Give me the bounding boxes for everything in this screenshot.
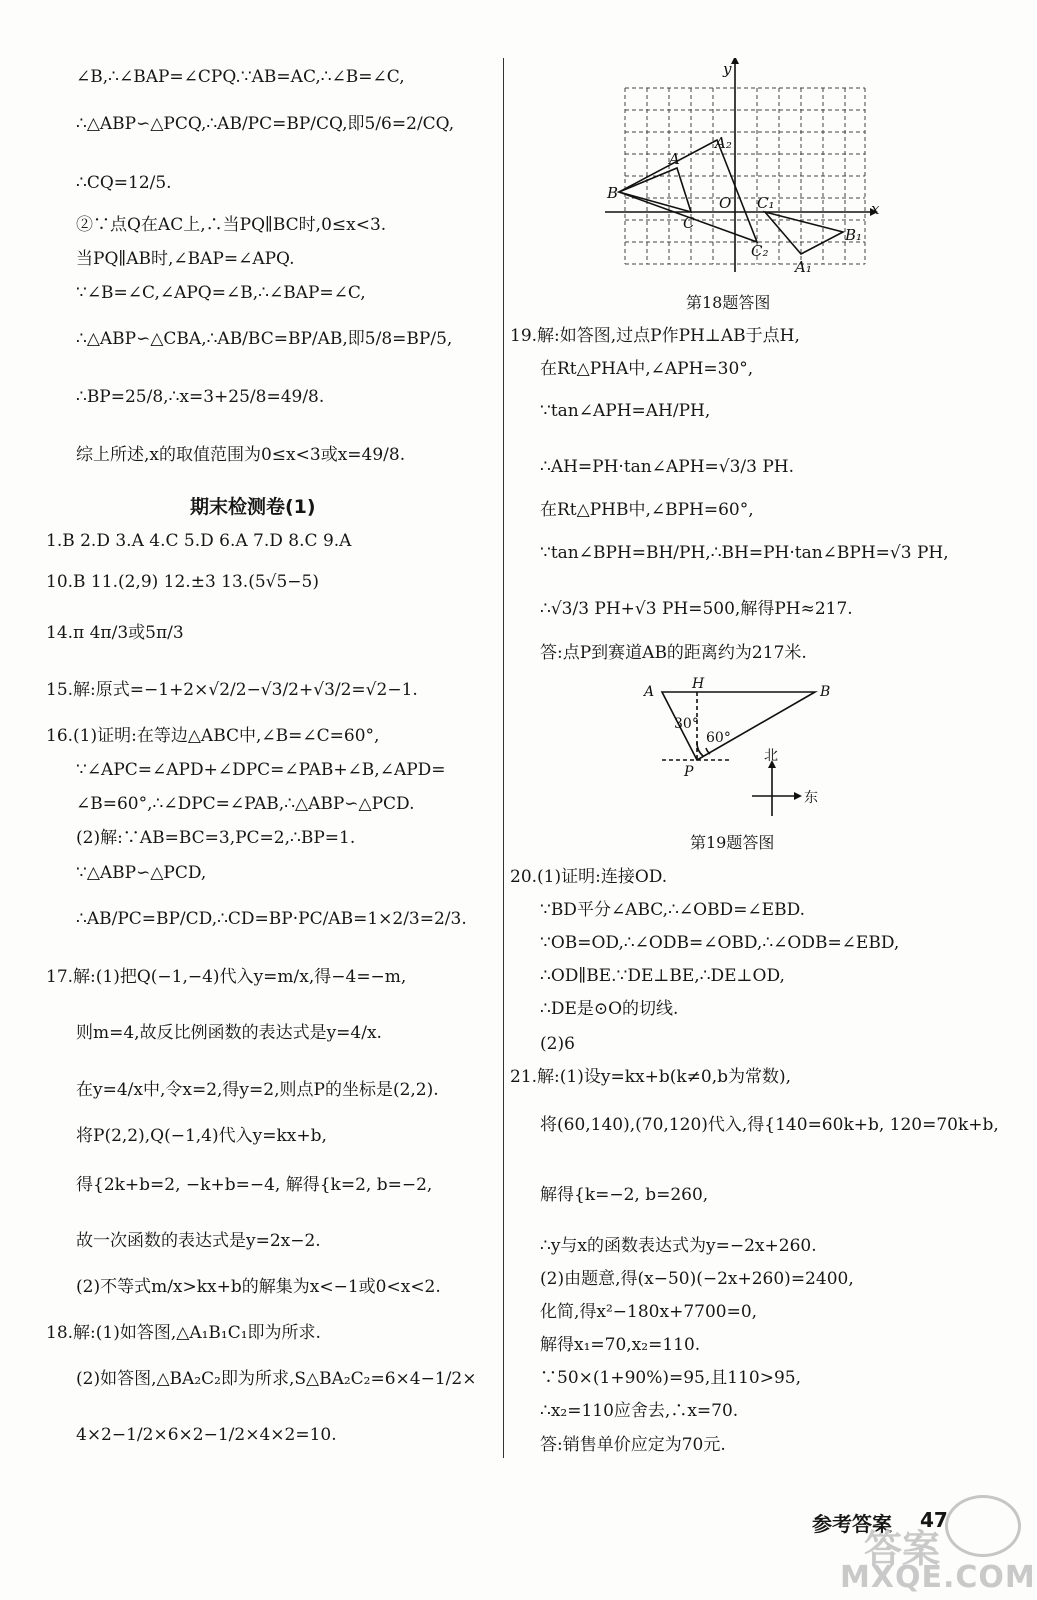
- text-line: ∵tan∠APH=AH/PH,: [540, 401, 711, 421]
- fig19-label: P: [684, 764, 694, 780]
- fig18-label: A₁: [795, 258, 812, 276]
- text-line: ∴OD∥BE.∵DE⊥BE,∴DE⊥OD,: [540, 966, 785, 986]
- text-line: ∠B=60°,∴∠DPC=∠PAB,∴△ABP∽△PCD.: [76, 794, 415, 814]
- fig18-label: A₂: [715, 134, 732, 152]
- fig18-label: x: [871, 200, 880, 218]
- column-divider: [503, 58, 504, 1458]
- text-line: 19.解:如答图,过点P作PH⊥AB于点H,: [510, 326, 800, 346]
- text-line: ∴AB/PC=BP/CD,∴CD=BP·PC/AB=1×2/3=2/3.: [76, 909, 467, 929]
- text-line: ∴x₂=110应舍去,∴x=70.: [540, 1401, 739, 1421]
- text-line: 则m=4,故反比例函数的表达式是y=4/x.: [76, 1023, 382, 1043]
- footer-label: 参考答案: [812, 1512, 892, 1536]
- text-line: 将P(2,2),Q(−1,4)代入y=kx+b,: [76, 1126, 327, 1146]
- text-line: 答:销售单价应定为70元.: [540, 1435, 726, 1455]
- fig18-label: B₁: [845, 226, 863, 244]
- text-line: 化简,得x²−180x+7700=0,: [540, 1302, 758, 1322]
- fig19-label: 30°: [674, 716, 699, 732]
- fig18-label: C₁: [757, 194, 775, 212]
- fig18-label: B: [607, 184, 619, 202]
- page-number: 47: [920, 1508, 948, 1532]
- figure-19-triangle: [640, 672, 840, 822]
- watermark-stamp-icon: [945, 1495, 1021, 1557]
- text-line: 17.解:(1)把Q(−1,−4)代入y=m/x,得−4=−m,: [46, 967, 407, 987]
- text-line: 10.B 11.(2,9) 12.±3 13.(5√5−5): [46, 572, 319, 592]
- watermark-text: 答案: [864, 1527, 941, 1571]
- figure-18-grid: [595, 58, 885, 288]
- text-line: 20.(1)证明:连接OD.: [510, 867, 668, 887]
- text-line: ∴△ABP∽△CBA,∴AB/BC=BP/AB,即5/8=BP/5,: [76, 329, 453, 349]
- figure-19-caption: 第19题答图: [690, 833, 775, 852]
- text-line: 1.B 2.D 3.A 4.C 5.D 6.A 7.D 8.C 9.A: [46, 531, 352, 551]
- text-line: 答:点P到赛道AB的距离约为217米.: [540, 643, 807, 663]
- fig19-label: 东: [804, 790, 818, 806]
- fig19-label: A: [644, 684, 655, 700]
- text-line: ∵BD平分∠ABC,∴∠OBD=∠EBD.: [540, 900, 806, 920]
- text-line: 解得{k=−2, b=260,: [540, 1185, 709, 1205]
- text-line: 15.解:原式=−1+2×√2/2−√3/2+√3/2=√2−1.: [46, 680, 418, 700]
- text-line: ∴√3/3 PH+√3 PH=500,解得PH≈217.: [540, 599, 853, 619]
- text-line: 将(60,140),(70,120)代入,得{140=60k+b, 120=70k+b,: [540, 1115, 999, 1135]
- text-line: ∵∠B=∠C,∠APQ=∠B,∴∠BAP=∠C,: [76, 283, 366, 303]
- text-line: 21.解:(1)设y=kx+b(k≠0,b为常数),: [510, 1067, 792, 1087]
- fig18-label: C₂: [751, 242, 769, 260]
- fig18-label: A: [669, 150, 680, 168]
- text-line: ∠B,∴∠BAP=∠CPQ.∵AB=AC,∴∠B=∠C,: [76, 67, 405, 87]
- text-line: 在Rt△PHB中,∠BPH=60°,: [540, 500, 754, 520]
- text-line: 得{2k+b=2, −k+b=−4, 解得{k=2, b=−2,: [76, 1175, 433, 1195]
- text-line: 在Rt△PHA中,∠APH=30°,: [540, 359, 754, 379]
- text-line: (2)解:∵AB=BC=3,PC=2,∴BP=1.: [76, 828, 356, 848]
- text-line: (2)由题意,得(x−50)(−2x+260)=2400,: [540, 1269, 854, 1289]
- text-line: ∴DE是⊙O的切线.: [540, 999, 679, 1019]
- section-title: 期末检测卷(1): [190, 496, 316, 518]
- text-line: ∴AH=PH·tan∠APH=√3/3 PH.: [540, 457, 795, 477]
- fig19-label: 北: [764, 748, 778, 764]
- text-line: 解得x₁=70,x₂=110.: [540, 1335, 701, 1355]
- text-line: (2)6: [540, 1034, 575, 1054]
- text-line: ∴CQ=12/5.: [76, 173, 172, 193]
- text-line: 故一次函数的表达式是y=2x−2.: [76, 1231, 321, 1251]
- text-line: 4×2−1/2×6×2−1/2×4×2=10.: [76, 1425, 337, 1445]
- fig18-label: O: [719, 194, 732, 212]
- text-line: ∵△ABP∽△PCD,: [76, 863, 207, 883]
- text-line: 18.解:(1)如答图,△A₁B₁C₁即为所求.: [46, 1323, 321, 1343]
- text-line: ∵OB=OD,∴∠ODB=∠OBD,∴∠ODB=∠EBD,: [540, 933, 900, 953]
- fig18-label: y: [723, 60, 732, 78]
- text-line: (2)如答图,△BA₂C₂即为所求,S△BA₂C₂=6×4−1/2×: [76, 1369, 477, 1389]
- fig18-label: C: [683, 214, 695, 232]
- text-line: 当PQ∥AB时,∠BAP=∠APQ.: [76, 249, 295, 269]
- text-line: 综上所述,x的取值范围为0≤x<3或x=49/8.: [76, 445, 406, 465]
- text-line: ∵tan∠BPH=BH/PH,∴BH=PH·tan∠BPH=√3 PH,: [540, 543, 949, 563]
- figure-18-caption: 第18题答图: [686, 293, 771, 312]
- fig19-label: B: [820, 684, 831, 700]
- text-line: ∴△ABP∽△PCQ,∴AB/PC=BP/CQ,即5/6=2/CQ,: [76, 114, 455, 134]
- text-line: ∴BP=25/8,∴x=3+25/8=49/8.: [76, 387, 325, 407]
- fig19-label: 60°: [706, 730, 731, 746]
- text-line: 14.π 4π/3或5π/3: [46, 623, 184, 643]
- text-line: 在y=4/x中,令x=2,得y=2,则点P的坐标是(2,2).: [76, 1080, 439, 1100]
- fig19-label: H: [692, 676, 705, 692]
- text-line: ∴y与x的函数表达式为y=−2x+260.: [540, 1236, 817, 1256]
- text-line: 16.(1)证明:在等边△ABC中,∠B=∠C=60°,: [46, 726, 380, 746]
- text-line: ∵50×(1+90%)=95,且110>95,: [540, 1368, 801, 1388]
- watermark-site: MXQE.COM: [840, 1560, 1036, 1595]
- text-line: ∵∠APC=∠APD+∠DPC=∠PAB+∠B,∠APD=: [76, 760, 446, 780]
- text-line: (2)不等式m/x>kx+b的解集为x<−1或0<x<2.: [76, 1277, 441, 1297]
- text-line: ②∵点Q在AC上,∴当PQ∥BC时,0≤x<3.: [76, 215, 387, 235]
